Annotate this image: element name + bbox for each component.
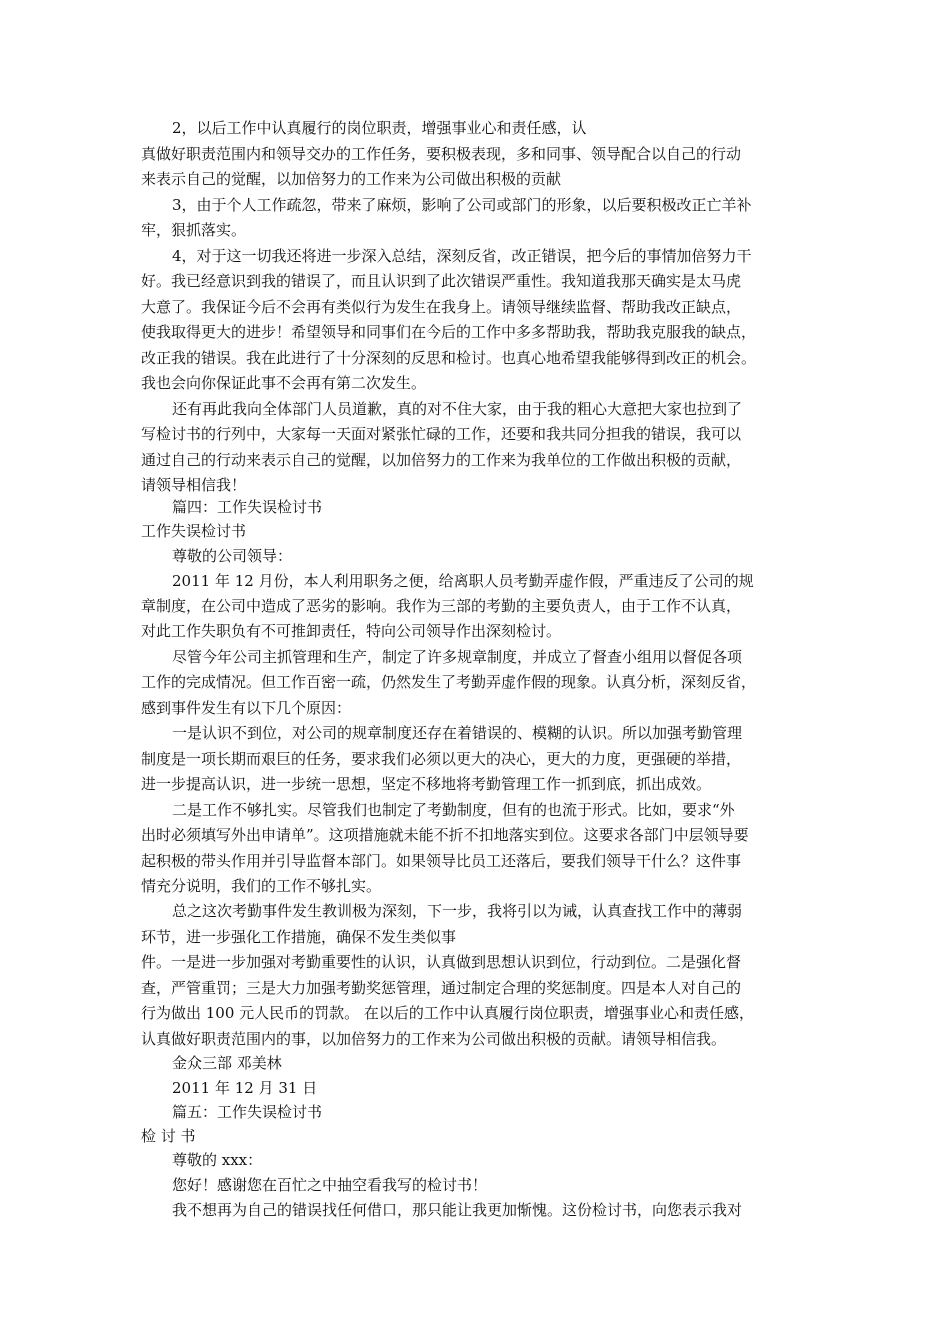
signature-date: 2011 年 12 月 31 日 xyxy=(172,1079,318,1097)
paragraph-line: 通过自己的行动来表示自己的觉醒，以加倍努力的工作来为我单位的工作做出积极的贡献， xyxy=(141,451,742,469)
paragraph-line: 查，严管重罚；三是大力加强考勤奖惩管理，通过制定合理的奖惩制度。四是本人对自己的 xyxy=(141,979,742,997)
signature-name: 金众三部 邓美林 xyxy=(172,1054,282,1072)
paragraph-line: 3，由于个人工作疏忽，带来了麻烦，影响了公司或部门的形象，以后要积极改正亡羊补 xyxy=(172,196,752,214)
paragraph-line: 二是工作不够扎实。尽管我们也制定了考勤制度，但有的也流于形式。比如，要求“外 xyxy=(172,801,735,819)
paragraph-line: 行为做出 100 元人民币的罚款。 在以后的工作中认真履行岗位职责，增强事业心和责任感， xyxy=(141,1004,754,1022)
paragraph-line: 牢，狠抓落实。 xyxy=(141,221,247,239)
paragraph-line: 还有再此我向全体部门人员道歉，真的对不住大家，由于我的粗心大意把大家也拉到了 xyxy=(172,400,743,418)
paragraph-line: 进一步提高认识，进一步统一思想，坚定不移地将考勤管理工作一抓到底，抓出成效。 xyxy=(141,775,712,793)
paragraph-line: 4，对于这一切我还将进一步深入总结，深刻反省，改正错误，把今后的事情加倍努力干 xyxy=(172,247,752,265)
paragraph-line: 章制度，在公司中造成了恶劣的影响。我作为三部的考勤的主要负责人，由于工作不认真， xyxy=(141,597,742,615)
paragraph-line: 环节，进一步强化工作措施，确保不发生类似事 xyxy=(141,928,457,946)
paragraph-line: 件。一是进一步加强对考勤重要性的认识，认真做到思想认识到位，行动到位。二是强化督 xyxy=(141,953,742,971)
paragraph-line: 请领导相信我！ xyxy=(141,476,247,494)
section-heading: 篇五：工作失误检讨书 xyxy=(172,1103,323,1121)
paragraph-line: 真做好职责范围内和领导交办的工作任务，要积极表现，多和同事、领导配合以自己的行动 xyxy=(141,145,742,163)
paragraph-line: 尽管今年公司主抓管理和生产，制定了许多规章制度，并成立了督查小组用以督促各项 xyxy=(172,648,743,666)
paragraph-line: 您好！感谢您在百忙之中抽空看我写的检讨书！ xyxy=(172,1176,488,1194)
section-heading: 篇四：工作失误检讨书 xyxy=(172,498,323,516)
paragraph-line: 感到事件发生有以下几个原因： xyxy=(141,699,352,717)
paragraph-line: 出时必须填写外出申请单”。这项措施就未能不折不扣地落实到位。这要求各部门中层领导要 xyxy=(141,826,749,844)
paragraph-line: 对此工作失职负有不可推卸责任，特向公司领导作出深刻检讨。 xyxy=(141,622,562,640)
paragraph-line: 来表示自己的觉醒，以加倍努力的工作来为公司做出积极的贡献 xyxy=(141,170,562,188)
document-title: 工作失误检讨书 xyxy=(141,522,247,540)
paragraph-line: 认真做好职责范围内的事，以加倍努力的工作来为公司做出积极的贡献。请领导相信我。 xyxy=(141,1030,727,1048)
paragraph-line: 一是认识不到位，对公司的规章制度还存在着错误的、模糊的认识。所以加强考勤管理 xyxy=(172,724,743,742)
paragraph-line: 使我取得更大的进步！希望领导和同事们在今后的工作中多多帮助我，帮助我克服我的缺点， xyxy=(141,323,757,341)
paragraph-line: 总之这次考勤事件发生教训极为深刻，下一步，我将引以为诫，认真查找工作中的薄弱 xyxy=(172,902,743,920)
paragraph-line: 写检讨书的行列中，大家每一天面对紧张忙碌的工作，还要和我共同分担我的错误，我可以 xyxy=(141,425,742,443)
salutation: 尊敬的公司领导： xyxy=(172,547,293,565)
paragraph-line: 2，以后工作中认真履行的岗位职责，增强事业心和责任感，认 xyxy=(172,119,587,137)
salutation: 尊敬的 xxx： xyxy=(172,1151,263,1169)
paragraph-line: 好。我已经意识到我的错误了，而且认识到了此次错误严重性。我知道我那天确实是太马虎 xyxy=(141,272,742,290)
document-title: 检 讨 书 xyxy=(141,1127,196,1145)
paragraph-line: 2011 年 12 月份，本人利用职务之便，给离职人员考勤弄虚作假，严重违反了公司的规 xyxy=(172,572,754,590)
paragraph-line: 起积极的带头作用并引导监督本部门。如果领导比员工还落后，要我们领导干什么？这件事 xyxy=(141,852,742,870)
paragraph-line: 改正我的错误。我在此进行了十分深刻的反思和检讨。也真心地希望我能够得到改正的机会。 xyxy=(141,349,757,367)
paragraph-line: 工作的完成情况。但工作百密一疏，仍然发生了考勤弄虚作假的现象。认真分析，深刻反省， xyxy=(141,673,757,691)
paragraph-line: 大意了。我保证今后不会再有类似行为发生在我身上。请领导继续监督、帮助我改正缺点， xyxy=(141,298,742,316)
paragraph-line: 我不想再为自己的错误找任何借口，那只能让我更加惭愧。这份检讨书，向您表示我对 xyxy=(172,1201,743,1219)
paragraph-line: 制度是一项长期而艰巨的任务，要求我们必须以更大的决心，更大的力度，更强硬的举措， xyxy=(141,750,742,768)
paragraph-line: 情充分说明，我们的工作不够扎实。 xyxy=(141,877,382,895)
paragraph-line: 我也会向你保证此事不会再有第二次发生。 xyxy=(141,374,427,392)
